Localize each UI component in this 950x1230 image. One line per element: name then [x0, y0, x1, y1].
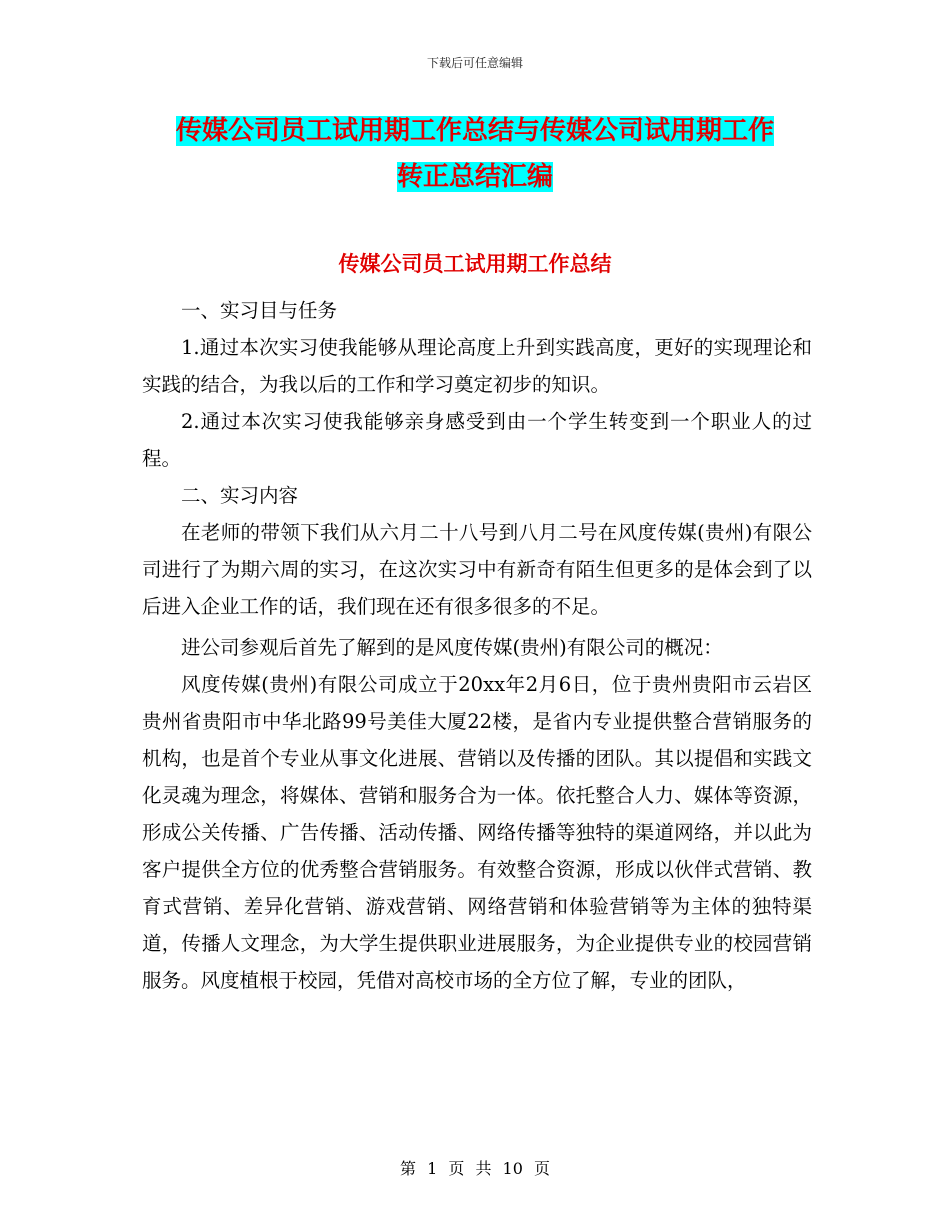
paragraph: 风度传媒(贵州)有限公司成立于20xx年2月6日，位于贵州贵阳市云岩区贵州省贵阳市中华北路99号美佳大厦22楼，是省内专业提供整合营销服务的机构，也是首个专业从事文化进展、营销以及传播的团队。其以提倡和实践文化灵魂为理念，将媒体、营销和服务合为一体。依托整合人力、媒体等资源，形成公关传播、广告传播、活动传播、网络传播等独特的渠道网络，并以此为客户提供全方位的优秀整合营销服务。有效整合资源，形成以伙伴式营销、教育式营销、差异化营销、游戏营销、网络营销和体验营销等为主体的独特渠道，传播人文理念，为大学生提供职业进展服务，为企业提供专业的校园营销服务。风度植根于校园，凭借对高校市场的全方位了解，专业的团队， — [142, 673, 812, 992]
paragraph: 在老师的带领下我们从六月二十八号到八月二号在风度传媒(贵州)有限公司进行了为期六周的实习，在这次实习中有新奇有陌生但更多的是体会到了以后进入企业工作的话，我们现在还有很多很多的不足。 — [142, 521, 812, 618]
header-note: 下载后可任意编辑 — [426, 56, 523, 70]
page-footer: 第 1 页 共 10 页 — [400, 1159, 550, 1178]
paragraph: 一、实习目与任务 — [181, 299, 338, 322]
document-title — [140, 108, 810, 200]
paragraph: 1.通过本次实习使我能够从理论高度上升到实践高度，更好的实现理论和实践的结合，为我以后的工作和学习奠定初步的知识。 — [142, 336, 812, 396]
paragraph: 进公司参观后首先了解到的是风度传媒(贵州)有限公司的概况： — [181, 636, 723, 659]
title-line-1: 传媒公司员工试用期工作总结与传媒公司试用期工作 — [175, 116, 774, 146]
title-line-2: 转正总结汇编 — [396, 162, 553, 192]
paragraph: 2.通过本次实习使我能够亲身感受到由一个学生转变到一个职业人的过程。 — [142, 410, 812, 470]
body-text — [142, 292, 812, 999]
paragraph: 二、实习内容 — [181, 484, 299, 507]
section-title: 传媒公司员工试用期工作总结 — [338, 252, 612, 276]
